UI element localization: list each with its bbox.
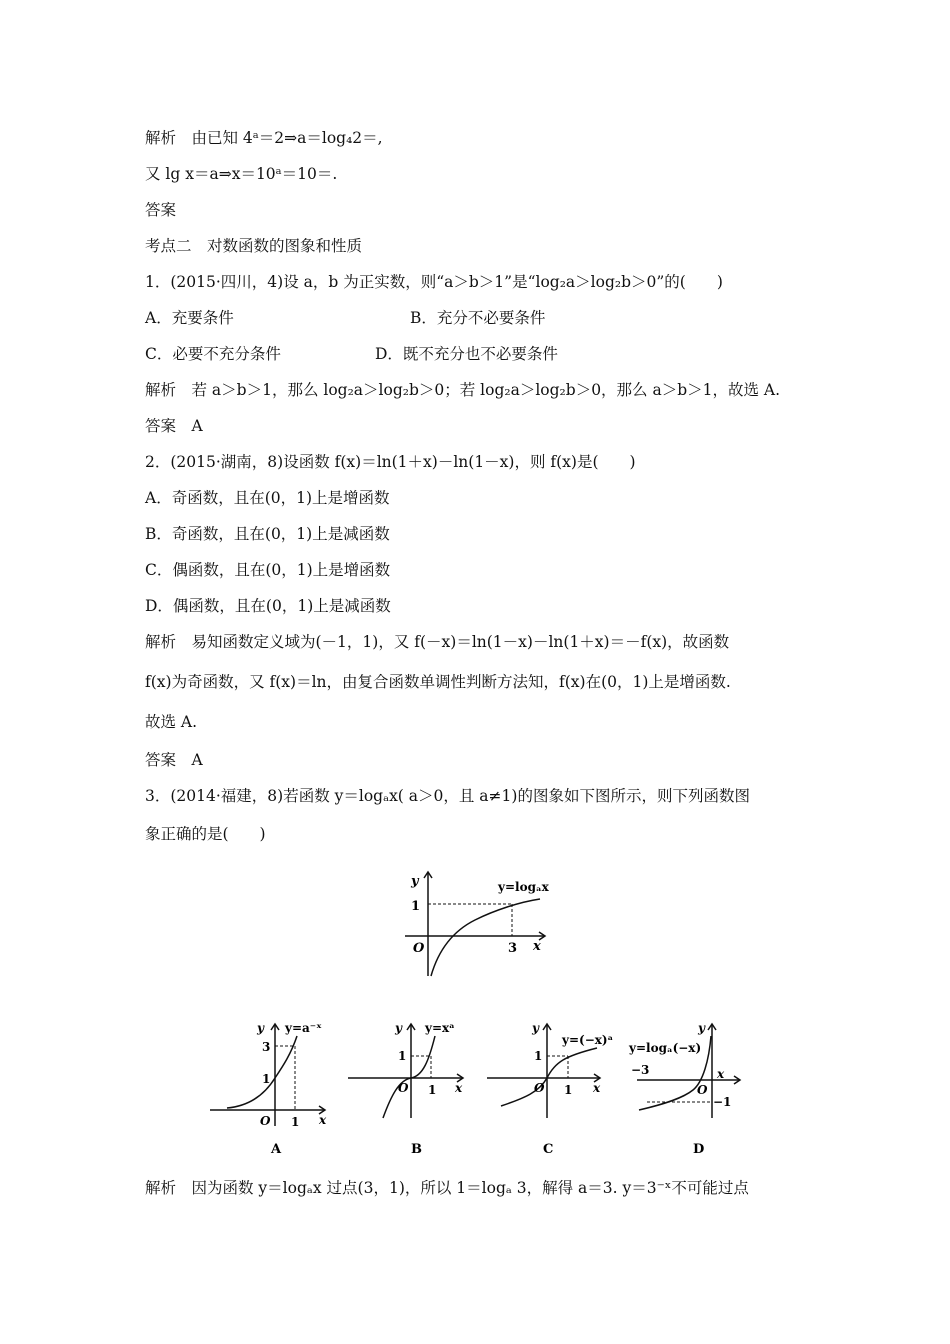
- b-tick-1x: 1: [428, 1083, 437, 1097]
- q2-option-d: D．偶函数，且在(0，1)上是减函数: [145, 597, 391, 615]
- b-y-label: y: [395, 1021, 402, 1035]
- b-x-label: x: [455, 1081, 463, 1095]
- b-origin: O: [398, 1081, 409, 1095]
- d-curve-label: y=logₐ(−x): [629, 1041, 702, 1055]
- d-caption: D: [693, 1142, 705, 1157]
- q1-option-a: A．充要条件: [145, 309, 234, 327]
- origin-label: O: [413, 941, 425, 956]
- q2-analysis-1: 解析 易知函数定义域为(－1，1)，又 f(－x)＝ln(1－x)－ln(1＋x)＝－f(x)，故函数: [145, 633, 730, 651]
- log-curve: [431, 899, 540, 976]
- b-curve: [383, 1036, 435, 1118]
- tick-3: 3: [508, 941, 518, 956]
- x-axis-label: x: [533, 939, 541, 954]
- option-a-graph: [210, 1021, 327, 1157]
- c-tick-1y: 1: [534, 1049, 543, 1063]
- text-line-2: 又 lg x＝a⇒x＝10ᵃ＝10＝.: [145, 165, 338, 183]
- tick-1: 1: [411, 899, 421, 914]
- d-origin: O: [697, 1083, 708, 1097]
- a-x-label: x: [319, 1113, 327, 1127]
- q2-analysis-3: 故选 A.: [145, 713, 198, 731]
- question-1: 1．(2015·四川，4)设 a，b 为正实数，则“a＞b＞1”是“log₂a＞log₂b＞0”的( ): [145, 273, 723, 291]
- question-3-line-1: 3．(2014·福建，8)若函数 y＝logₐx( a＞0，且 a≠1)的图象如下图所示，则下列函数图: [145, 787, 750, 805]
- a-origin: O: [260, 1114, 271, 1128]
- q1-answer: 答案 A: [145, 417, 203, 435]
- option-graphs: [205, 1018, 750, 1158]
- y-axis-label: y: [411, 874, 419, 889]
- section-heading: 考点二 对数函数的图象和性质: [145, 237, 363, 255]
- q1-analysis: 解析 若 a＞b＞1，那么 log₂a＞log₂b＞0；若 log₂a＞log₂b＞0，那么 a＞b＞1，故选 A.: [145, 381, 781, 399]
- d-x-label: x: [717, 1067, 725, 1081]
- q1-option-b: B．充分不必要条件: [410, 309, 546, 327]
- q1-option-d: D．既不充分也不必要条件: [375, 345, 558, 363]
- c-tick-1x: 1: [564, 1083, 573, 1097]
- a-tick-1y: 1: [262, 1072, 271, 1086]
- c-caption: C: [543, 1142, 554, 1157]
- d-tick-neg3: −3: [631, 1063, 650, 1077]
- option-c-graph: [487, 1021, 613, 1157]
- a-caption: A: [271, 1142, 282, 1157]
- q2-analysis-2: f(x)为奇函数，又 f(x)＝ln，由复合函数单调性判断方法知，f(x)在(0，1)上是增函数.: [145, 673, 731, 691]
- q2-answer: 答案 A: [145, 751, 203, 769]
- q2-option-c: C．偶函数，且在(0，1)上是增函数: [145, 561, 391, 579]
- b-curve-label: y=xᵃ: [425, 1021, 455, 1035]
- q2-option-b: B．奇函数，且在(0，1)上是减函数: [145, 525, 390, 543]
- text-line-1: 解析 由已知 4ᵃ＝2⇒a＝log₄2＝,: [145, 129, 383, 147]
- a-y-label: y: [257, 1021, 264, 1035]
- d-y-label: y: [698, 1021, 705, 1035]
- c-curve: [501, 1048, 597, 1106]
- c-y-label: y: [532, 1021, 539, 1035]
- q1-option-c: C．必要不充分条件: [145, 345, 281, 363]
- q3-analysis: 解析 因为函数 y＝logₐx 过点(3，1)，所以 1＝logₐ 3，解得 a＝3. y＝3⁻ˣ不可能过点: [145, 1179, 749, 1197]
- option-d-graph: [628, 1021, 740, 1157]
- curve-label: y=logₐx: [498, 880, 549, 894]
- answer-label: 答案: [145, 201, 177, 219]
- question-2: 2．(2015·湖南，8)设函数 f(x)＝ln(1＋x)－ln(1－x)，则 f(x)是( ): [145, 453, 636, 471]
- c-x-label: x: [593, 1081, 601, 1095]
- c-curve-label: y=(−x)ᵃ: [562, 1033, 614, 1047]
- a-curve-label: y=a⁻ˣ: [285, 1021, 322, 1035]
- a-tick-3: 3: [262, 1040, 271, 1054]
- question-3-line-2: 象正确的是( ): [145, 825, 266, 843]
- d-tick-neg1: −1: [713, 1095, 732, 1109]
- b-caption: B: [411, 1142, 422, 1157]
- q2-option-a: A．奇函数，且在(0，1)上是增函数: [145, 489, 390, 507]
- log-graph-figure: [395, 868, 565, 983]
- option-b-graph: [348, 1021, 463, 1157]
- a-tick-1x: 1: [291, 1115, 300, 1129]
- b-tick-1y: 1: [398, 1049, 407, 1063]
- c-origin: O: [534, 1081, 545, 1095]
